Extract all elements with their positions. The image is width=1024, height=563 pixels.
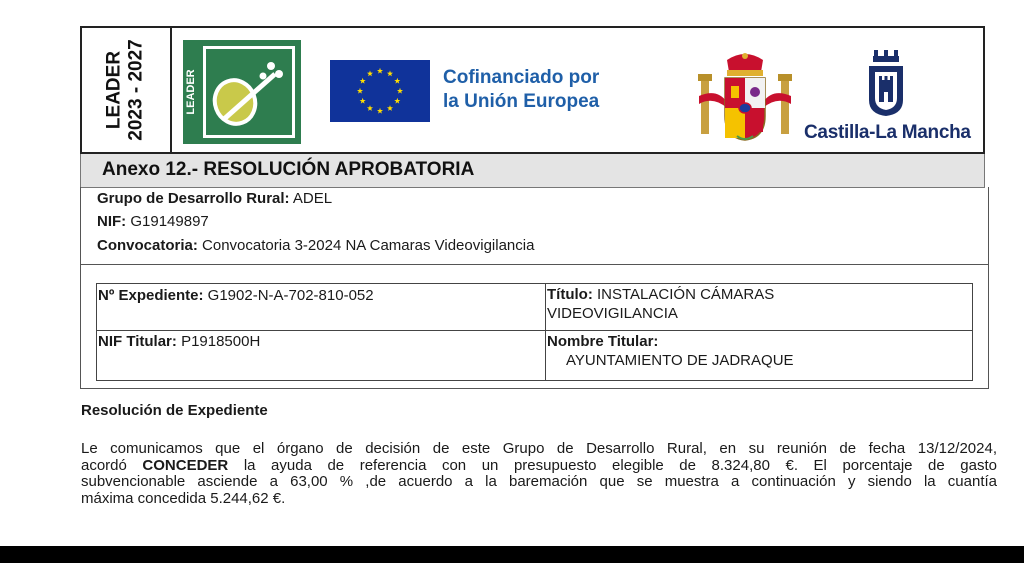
- spain-coat-of-arms-icon: [697, 50, 793, 144]
- header-logos-box: [80, 26, 985, 154]
- resolution-line-2-post: la ayuda de referencia con un presupuesto elegible de 8.324,80 €. El porcentaje de gasto: [228, 456, 997, 474]
- holder-name-label: Nombre Titular:: [547, 333, 659, 350]
- file-title-label: Título:: [547, 286, 593, 303]
- leader-label: LEADER: [104, 50, 126, 130]
- file-details-table: [96, 283, 973, 381]
- table-row-divider: [97, 330, 972, 331]
- resolution-line-4: máxima concedida 5.244,62 €.: [81, 489, 286, 507]
- resolution-line-3: subvencionable asciende a 63,00 % ,de acuerdo a la baremación que se muestra a continuación y siendo la cuantía: [81, 473, 997, 490]
- holder-nif-label: NIF Titular:: [98, 333, 177, 350]
- holder-name-value: AYUNTAMIENTO DE JADRAQUE: [566, 352, 794, 369]
- bottom-black-bar: [0, 546, 1024, 563]
- nif-label: NIF:: [97, 213, 127, 230]
- file-title-value-line2: VIDEOVIGILANCIA: [547, 305, 678, 322]
- file-number-label: Nº Expediente:: [98, 287, 204, 304]
- grant-decision: CONCEDER: [142, 456, 229, 474]
- eu-cofinancing-text: [443, 66, 599, 114]
- nif-line: [97, 213, 209, 230]
- eu-text-line1: Cofinanciado por: [443, 67, 600, 88]
- group-line: [97, 190, 332, 207]
- file-title-value-line1: INSTALACIÓN CÁMARAS: [597, 286, 775, 303]
- eu-flag-icon: [330, 60, 430, 122]
- call-line: [97, 237, 534, 254]
- leader-logo: [183, 40, 301, 144]
- table-column-divider: [545, 284, 546, 380]
- file-title-cell: [547, 285, 774, 323]
- resolution-line-1: Le comunicamos que el órgano de decisión de este Grupo de Desarrollo Rural, en su reunión de fecha 13/12/2024,: [81, 440, 997, 457]
- section-divider: [80, 264, 989, 265]
- leader-logo-text: LEADER: [185, 69, 197, 115]
- call-label: Convocatoria:: [97, 237, 198, 254]
- file-number-cell: [98, 286, 374, 305]
- holder-name-cell: [547, 332, 794, 370]
- leader-period: 2023 - 2027: [126, 39, 148, 141]
- resolution-heading: Resolución de Expediente: [81, 402, 268, 419]
- annex-title: Anexo 12.- RESOLUCIÓN APROBATORIA: [80, 154, 985, 188]
- resolution-paragraph: [81, 441, 997, 507]
- group-label: Grupo de Desarrollo Rural:: [97, 190, 290, 207]
- nif-value: G19149897: [130, 213, 209, 230]
- leader-period-cell: [82, 28, 172, 152]
- castilla-la-mancha-emblem-icon: [861, 50, 911, 118]
- eu-text-line2: la Unión Europea: [443, 91, 600, 112]
- group-value: ADEL: [292, 190, 333, 207]
- holder-nif-cell: [98, 332, 260, 351]
- holder-nif-value: P1918500H: [181, 333, 261, 350]
- resolution-line-2-pre: acordó: [81, 456, 143, 474]
- region-name: Castilla-La Mancha: [804, 122, 971, 143]
- resolution-line-2: [81, 458, 997, 475]
- call-value: Convocatoria 3-2024 NA Camaras Videovigilancia: [202, 237, 535, 254]
- file-number-value: G1902-N-A-702-810-052: [207, 287, 374, 304]
